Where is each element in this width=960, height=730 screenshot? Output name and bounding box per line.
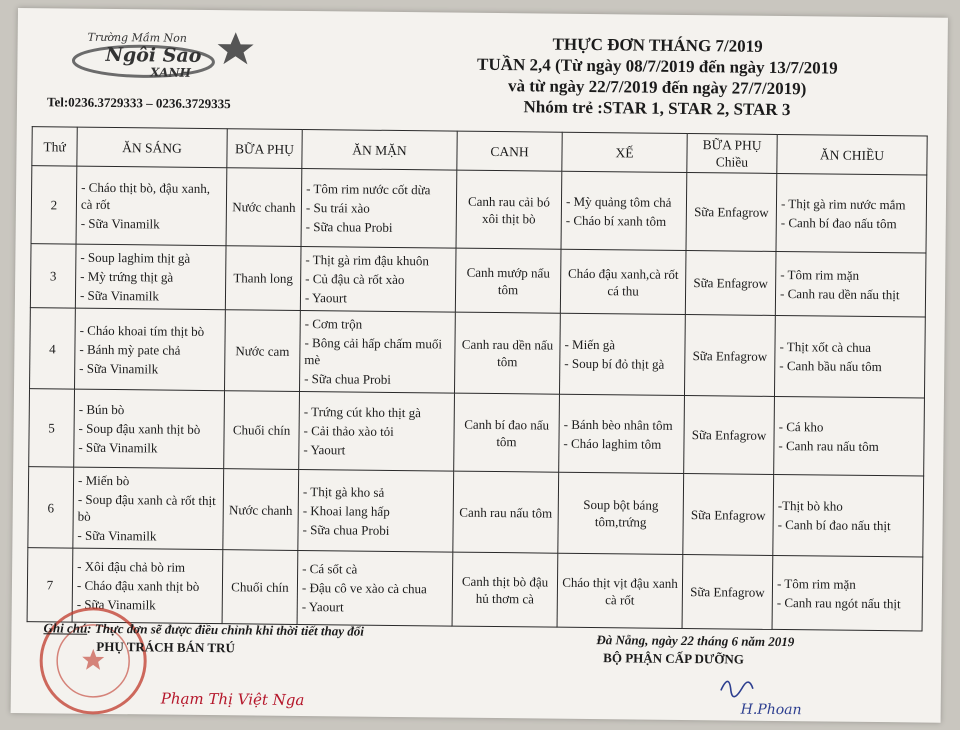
table-row — [30, 244, 926, 317]
cell-dinner — [776, 173, 927, 253]
cell-pm-snack: Sữa Enfagrow — [682, 554, 773, 629]
list-item: - Cháo thịt bò, đậu xanh, cà rốt — [80, 179, 211, 212]
department-title: BỘ PHẬN CẤP DƯỠNG — [603, 650, 745, 667]
table-row — [28, 467, 924, 557]
red-stamp — [33, 600, 154, 721]
cell-soup: Canh rau nấu tôm — [453, 471, 559, 553]
school-logo — [65, 23, 266, 85]
main-list — [302, 560, 449, 617]
list-item: - Tôm rim mặn — [776, 575, 856, 592]
menu-table — [27, 126, 928, 631]
header-soup: CANH — [457, 131, 562, 171]
list-item: - Yaourt — [303, 442, 346, 458]
afternoon-list — [566, 192, 682, 229]
list-item: - Canh bí đao nấu thịt — [777, 516, 891, 534]
list-item: - Cháo bí xanh tôm — [565, 212, 667, 229]
cell-dinner — [774, 396, 925, 476]
cell-main — [298, 469, 454, 552]
note-label: Ghi chú — [43, 620, 88, 636]
dinner-list — [780, 265, 921, 302]
list-item: - Trứng cút kho thịt gà — [303, 404, 422, 421]
group-name: Nhóm trẻ :STAR 1, STAR 2, STAR 3 — [523, 97, 791, 120]
list-item: - Sữa Vinamilk — [77, 527, 157, 544]
cell-dinner — [773, 474, 924, 557]
cell-day: 4 — [30, 308, 76, 389]
list-item: - Canh rau nấu tôm — [778, 437, 879, 454]
list-item: -Thịt bò kho — [777, 497, 843, 514]
cell-soup: Canh bí đao nấu tôm — [454, 393, 560, 472]
dinner-list — [779, 338, 920, 375]
signer2-name: H.Phoan — [740, 701, 802, 719]
cell-breakfast — [74, 389, 225, 469]
list-item: - Thịt gà rim đậu khuôn — [305, 252, 430, 269]
list-item: - Yaourt — [301, 599, 344, 615]
header-main: ĂN MẶN — [302, 129, 457, 170]
cell-snack: Chuối chín — [224, 391, 300, 470]
list-item: Cháo thịt vịt đậu xanh cà rốt — [562, 574, 678, 607]
list-item: - Miến bò — [77, 472, 130, 489]
week-range: TUẦN 2,4 (Từ ngày 08/7/2019 đến ngày 13/7/2019 — [477, 54, 838, 78]
cell-afternoon — [558, 472, 684, 554]
header-dinner: ĂN CHIỀU — [777, 134, 927, 175]
dinner-list — [778, 417, 919, 454]
list-item: - Yaourt — [304, 290, 347, 306]
cell-breakfast — [76, 166, 227, 246]
list-item: - Miến gà — [564, 336, 616, 353]
list-item: - Tôm rim nước cốt dừa — [306, 181, 431, 198]
cell-dinner — [774, 315, 925, 398]
breakfast-list — [81, 179, 223, 233]
cell-dinner — [775, 251, 926, 317]
signer-name: Phạm Thị Việt Nga — [160, 689, 305, 710]
list-item: - Sữa chua Probi — [302, 521, 390, 538]
list-item: - Cá sốt cà — [302, 561, 358, 577]
cell-snack: Nước chanh — [223, 469, 299, 551]
afternoon-list — [563, 415, 679, 452]
cell-dinner — [772, 555, 923, 631]
list-item: - Cháo đậu xanh thịt bò — [76, 577, 200, 594]
table-row — [29, 389, 925, 476]
list-item: - Đậu cô ve xào cà chua — [301, 580, 427, 597]
breakfast-list — [77, 472, 219, 545]
list-item: Soup bột báng tôm,trứng — [583, 496, 659, 530]
list-item: - Soup bí đỏ thịt gà — [564, 355, 665, 372]
cell-snack: Chuối chín — [222, 550, 298, 625]
cell-afternoon — [557, 553, 683, 628]
cell-afternoon — [560, 249, 686, 314]
main-list — [304, 315, 451, 389]
cell-breakfast — [75, 308, 226, 391]
cell-main — [299, 310, 455, 393]
cell-breakfast — [75, 244, 226, 310]
list-item: - Sữa Vinamilk — [79, 360, 159, 376]
cell-pm-snack: Sữa Enfagrow — [684, 315, 775, 397]
list-item: - Sữa chua Probi — [305, 219, 393, 235]
dinner-list — [781, 195, 922, 232]
afternoon-list — [563, 496, 679, 531]
place-date: Đà Nẵng, ngày 22 tháng 6 năm 2019 — [596, 632, 795, 650]
list-item: - Sữa Vinamilk — [80, 215, 160, 232]
main-list — [306, 180, 453, 237]
list-item: - Bún bò — [78, 401, 125, 418]
cell-snack: Thanh long — [225, 246, 301, 311]
main-list — [303, 403, 450, 460]
cell-day: 3 — [30, 244, 76, 308]
list-item: - Tôm rim mặn — [780, 266, 860, 283]
menu-title: THỰC ĐƠN THÁNG 7/2019 — [552, 34, 763, 56]
list-item: - Bông cải hấp chấm muối mè — [304, 335, 443, 368]
list-item: - Canh bầu nấu tôm — [779, 357, 882, 375]
list-item: - Cháo laghim tôm — [563, 435, 662, 452]
table-row — [27, 548, 923, 631]
header-afternoon: XẾ — [562, 132, 687, 172]
list-item: - Cơm trộn — [304, 316, 363, 332]
note-text: : Thực đơn sẽ được điều chỉnh khi thời tiết thay đổi — [87, 620, 364, 639]
menu-table-body — [27, 166, 927, 631]
list-item: - Thịt gà kho sả — [302, 483, 385, 500]
header-snack: BỮA PHỤ — [227, 129, 302, 169]
list-item: - Mỳ trứng thịt gà — [80, 268, 174, 285]
list-item: - Su trái xào — [305, 200, 370, 216]
cell-snack: Nước cam — [225, 310, 301, 392]
afternoon-list — [562, 573, 678, 608]
list-item: - Sữa Vinamilk — [78, 439, 158, 456]
list-item: - Cháo khoai tím thịt bò — [79, 322, 205, 339]
cell-day: 5 — [29, 389, 75, 467]
dinner-list — [778, 497, 919, 534]
logo-text-sub: XANH — [150, 65, 191, 80]
cell-breakfast — [73, 467, 224, 550]
cell-afternoon — [559, 394, 685, 473]
list-item: - Thịt gà rim nước mắm — [780, 195, 906, 212]
list-item: - Soup laghim thịt gà — [80, 249, 191, 266]
list-item: - Bánh mỳ pate chả — [79, 341, 181, 358]
cell-snack: Nước chanh — [226, 168, 302, 247]
cell-pm-snack: Sữa Enfagrow — [685, 251, 776, 316]
cell-soup: Canh rau cải bó xôi thịt bò — [456, 170, 562, 249]
list-item: - Canh rau dền nấu thịt — [779, 285, 900, 302]
cell-soup: Canh thịt bò đậu hủ thơm cà — [452, 552, 558, 627]
cell-day: 7 — [27, 548, 73, 622]
breakfast-list — [78, 401, 220, 457]
main-list — [302, 483, 449, 540]
breakfast-list — [80, 249, 222, 305]
breakfast-list — [79, 321, 221, 377]
week-range-2: và từ ngày 22/7/2019 đến ngày 27/7/2019) — [507, 76, 807, 99]
page-heading — [377, 32, 938, 122]
list-item: - Mỳ quảng tôm chả — [565, 193, 672, 210]
list-item: - Canh bí đao nấu tôm — [780, 214, 897, 231]
list-item: - Sữa Vinamilk — [76, 596, 156, 613]
list-item: - Cải thảo xào tỏi — [303, 423, 394, 439]
cell-day: 2 — [31, 166, 77, 244]
list-item: - Củ đậu cà rốt xào — [305, 271, 405, 288]
logo-text-main: Ngôi Sao — [105, 43, 202, 67]
list-item: - Sữa chua Probi — [304, 371, 392, 387]
phone-number: Tel:0236.3729333 – 0236.3729335 — [46, 94, 231, 112]
signature-2 — [711, 665, 832, 721]
list-item: - Cá kho — [778, 418, 824, 434]
table-row — [31, 166, 927, 253]
list-item: - Xôi đậu chả bò rim — [77, 558, 186, 575]
list-item: - Thịt xốt cà chua — [779, 338, 872, 355]
cell-day: 6 — [28, 467, 74, 548]
afternoon-list — [565, 264, 681, 299]
cell-main — [301, 168, 457, 248]
cell-soup: Canh mướp nấu tôm — [455, 248, 561, 313]
cell-soup: Canh rau dền nấu tôm — [454, 312, 560, 394]
cell-afternoon — [561, 171, 687, 250]
list-item: - Bánh bèo nhân tôm — [563, 416, 673, 433]
list-item: - Sữa Vinamilk — [79, 287, 160, 304]
list-item: - Soup đậu xanh thịt bò — [78, 420, 201, 437]
list-item: - Canh rau ngót nấu thịt — [776, 594, 901, 611]
note — [43, 620, 364, 639]
list-item: - Soup đậu xanh cà rốt thịt bò — [77, 491, 216, 524]
logo-text-top: Trường Mầm Non — [87, 30, 187, 45]
cell-main — [297, 550, 453, 626]
afternoon-list — [564, 336, 680, 373]
cell-pm-snack: Sữa Enfagrow — [686, 173, 777, 252]
main-list — [305, 251, 452, 308]
header-pm-snack: BỮA PHỤ Chiều — [687, 134, 777, 174]
cell-pm-snack: Sữa Enfagrow — [683, 473, 774, 555]
responsible-title: PHỤ TRÁCH BÁN TRÚ — [96, 638, 235, 656]
list-item: - Khoai lang hấp — [302, 502, 390, 519]
list-item: Cháo đậu xanh,cà rốt cá thu — [567, 265, 679, 299]
cell-main — [300, 246, 456, 312]
table-row — [30, 308, 926, 398]
dinner-list — [777, 574, 918, 611]
cell-main — [299, 391, 455, 471]
cell-afternoon — [559, 313, 685, 395]
header-day: Thứ — [32, 127, 77, 166]
cell-pm-snack: Sữa Enfagrow — [684, 396, 775, 475]
menu-document — [11, 8, 948, 723]
header-breakfast: ĂN SÁNG — [77, 127, 227, 168]
